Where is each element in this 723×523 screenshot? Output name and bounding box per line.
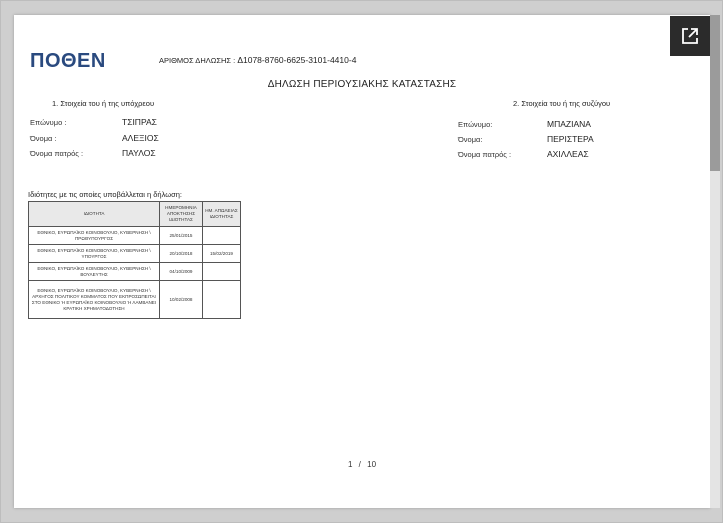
section2-surname: ΜΠΑΖΙΑΝΑ	[547, 119, 591, 129]
section2-name-label: Όνομα:	[458, 135, 483, 144]
section2-heading: 2. Στοιχεία του ή της συζύγου	[513, 99, 611, 108]
cell-acquired: 25/01/2015	[160, 227, 203, 245]
section1-surname: ΤΣΙΠΡΑΣ	[122, 117, 157, 127]
page-separator: /	[358, 460, 361, 469]
section1-father-label: Όνομα πατρός :	[30, 149, 84, 158]
cell-role: ΕΘΝΙΚΟ, ΕΥΡΩΠΑΪΚΟ ΚΟΙΝΟΒΟΥΛΙΟ, ΚΥΒΕΡΝΗΣΗ \ ΑΡΧΗΓΟΣ ΠΟΛΙΤΙΚΟΥ ΚΟΜΜΑΤΟΣ ΠΟΥ ΕΚΠΡΟΣΩΠΕΙΤΑΙ ΣΤΟ ΕΘΝΙΚΟ Ή ΕΥΡΩΠΑΪΚΟ ΚΟΙΝΟΒΟΥΛΙΟ Ή ΛΑΜΒΑΝΕΙ ΚΡΑΤΙΚΗ ΧΡΗΜΑΤΟΔΟΤΗΣΗ	[29, 281, 160, 319]
cell-lost	[203, 263, 241, 281]
cell-role: ΕΘΝΙΚΟ, ΕΥΡΩΠΑΪΚΟ ΚΟΙΝΟΒΟΥΛΙΟ, ΚΥΒΕΡΝΗΣΗ \ ΠΡΩΘΥΠΟΥΡΓΟΣ	[29, 227, 160, 245]
section1-name-label: Όνομα :	[30, 134, 57, 143]
cell-acquired: 10/02/2008	[160, 281, 203, 319]
section1-father: ΠΑΥΛΟΣ	[122, 148, 156, 158]
cell-acquired: 04/10/2009	[160, 263, 203, 281]
section1-heading: 1. Στοιχεία του ή της υπόχρεου	[52, 99, 155, 108]
page-indicator	[14, 460, 710, 469]
pothen-logo: ΠΟΘΕΝ	[30, 50, 106, 72]
cell-lost	[203, 227, 241, 245]
table-row	[29, 227, 241, 245]
document-title: ΔΗΛΩΣΗ ΠΕΡΙΟΥΣΙΑΚΗΣ ΚΑΤΑΣΤΑΣΗΣ	[267, 79, 457, 90]
section2-name: ΠΕΡΙΣΤΕΡΑ	[547, 134, 594, 144]
document-page	[14, 15, 710, 508]
declaration-number-label: ΑΡΙΘΜΟΣ ΔΗΛΩΣΗΣ :	[159, 56, 236, 65]
table-row	[29, 263, 241, 281]
table-row	[29, 245, 241, 263]
total-pages: 10	[367, 460, 377, 469]
section1-surname-label: Επώνυμο :	[30, 118, 67, 127]
open-in-new-button[interactable]	[670, 16, 710, 56]
table-row	[29, 281, 241, 319]
vertical-scrollbar[interactable]	[710, 15, 720, 508]
col-header-acquired: ΗΜΕΡΟΜΗΝΙΑ ΑΠΟΚΤΗΣΗΣ ΙΔΙΟΤΗΤΑΣ	[160, 202, 203, 227]
cell-role: ΕΘΝΙΚΟ, ΕΥΡΩΠΑΪΚΟ ΚΟΙΝΟΒΟΥΛΙΟ, ΚΥΒΕΡΝΗΣΗ \ ΒΟΥΛΕΥΤΗΣ	[29, 263, 160, 281]
section2-father: ΑΧΙΛΛΕΑΣ	[547, 149, 589, 159]
cell-lost: 15/02/2019	[203, 245, 241, 263]
cell-acquired: 20/10/2018	[160, 245, 203, 263]
scrollbar-thumb[interactable]	[710, 15, 720, 171]
cell-lost	[203, 281, 241, 319]
section1-name: ΑΛΕΞΙΟΣ	[122, 133, 159, 143]
open-in-new-icon	[680, 26, 700, 46]
col-header-lost: ΗΜ. ΑΠΩΛΕΙΑΣ ΙΔΙΟΤΗΤΑΣ	[203, 202, 241, 227]
roles-caption: Ιδιότητες με τις οποίες υποβάλλεται η δήλωση:	[28, 190, 182, 199]
col-header-role: ΙΔΙΟΤΗΤΑ	[29, 202, 160, 227]
current-page: 1	[347, 460, 353, 469]
declaration-number-line	[159, 55, 356, 65]
cell-role: ΕΘΝΙΚΟ, ΕΥΡΩΠΑΪΚΟ ΚΟΙΝΟΒΟΥΛΙΟ, ΚΥΒΕΡΝΗΣΗ \ ΥΠΟΥΡΓΟΣ	[29, 245, 160, 263]
roles-table	[28, 201, 241, 319]
section2-surname-label: Επώνυμο:	[458, 120, 493, 129]
section2-father-label: Όνομα πατρός :	[458, 150, 512, 159]
roles-header-row	[29, 202, 241, 227]
declaration-number: Δ1078-8760-6625-3101-4410-4	[237, 55, 357, 65]
